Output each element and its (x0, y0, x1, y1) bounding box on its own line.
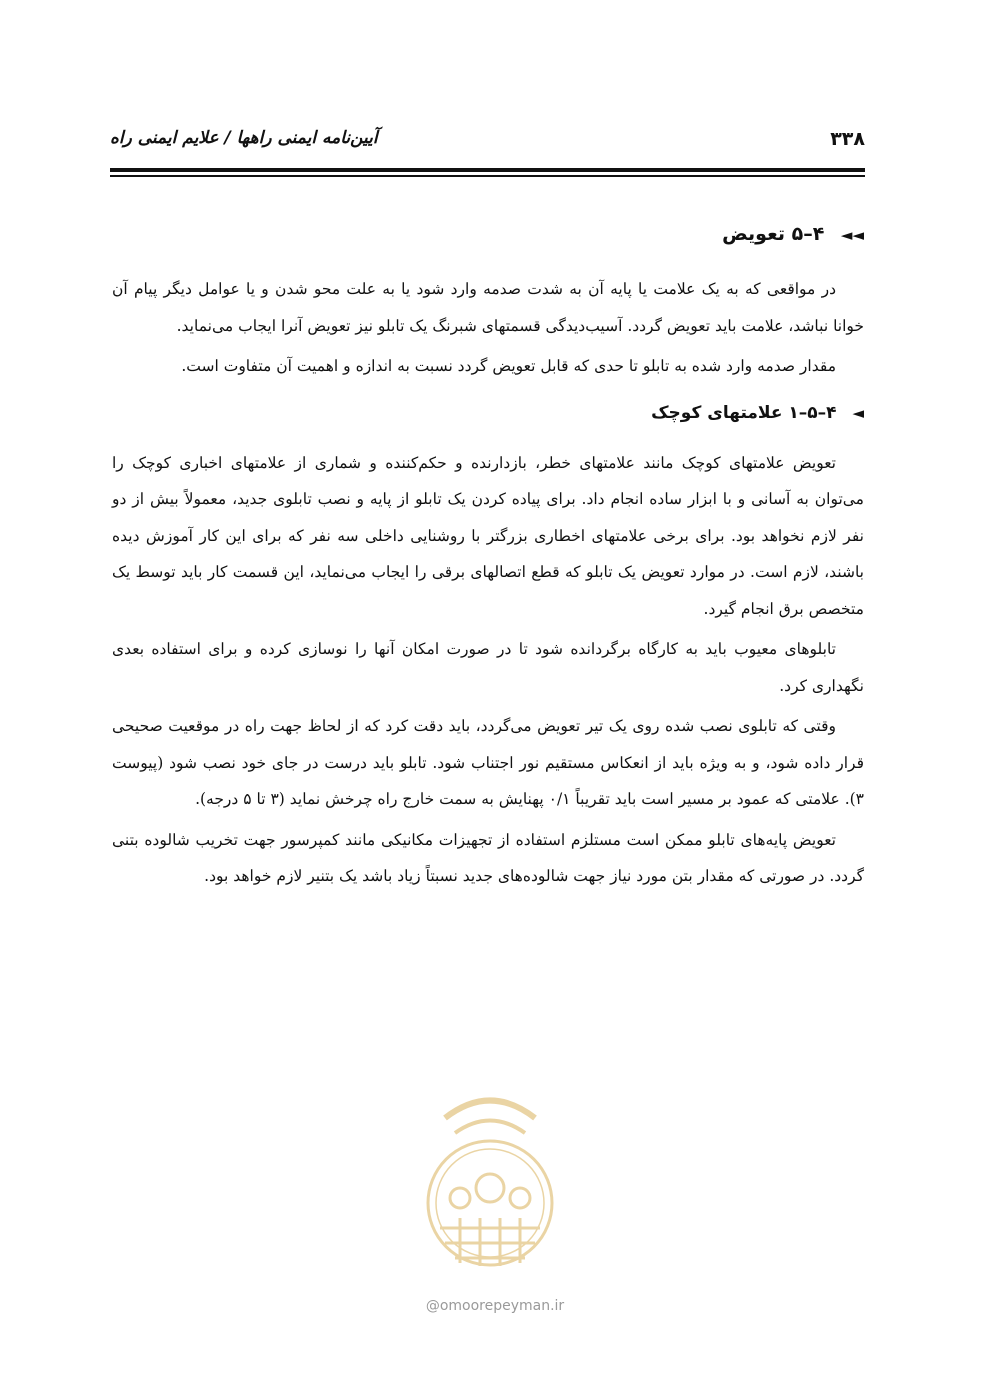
header-rule-thin (110, 175, 865, 177)
header-rule-thick (110, 168, 865, 172)
section-title: ۴–۵ تعویض (722, 223, 825, 245)
paragraph: تعویض پایه‌های تابلو ممکن است مستلزم استفاده از تجهیزات مکانیکی مانند کمپرسور جهت تخریب شالوده بتنی گردد. در صورتی که مقدار بتن مورد نیاز جهت شالوده‌های جدید نسبتاً زیاد باشد یک بتنیر لازم خواهد بود. (112, 830, 864, 885)
section-heading (112, 214, 864, 255)
paragraph: تابلوهای معیوب باید به کارگاه برگردانده شود تا در صورت امکان آنها را نوسازی کرده و برای استفاده بعدی نگهداری کرد. (112, 640, 864, 695)
watermark-logo-icon (385, 1078, 595, 1308)
page-number: ۳۳۸ (830, 128, 865, 150)
arrow-bullet-icon: ◄ (852, 403, 864, 422)
watermark-url: @omoorepeyman.ir (425, 1298, 565, 1314)
running-title: آیین‌نامه ایمنی راهها / علایم ایمنی راه (110, 128, 378, 148)
paragraph: تعویض علامتهای کوچک مانند علامتهای خطر، بازدارنده و حکم‌کننده و شماری از علامتهای اخباری کوچک را می‌توان به آسانی و با ابزار ساده انجام داد. برای پیاده کردن یک تابلو از پایه و نصب تابلوی جدید، معمولاً بیش از دو نفر لازم نخواهد بود. برای برخی علامتهای اخطاری بزرگتر با روشنایی داخلی سه نفر که برای این کار آموزش دیده باشند، لازم است. در موارد تعویض یک تابلو که قطع اتصالهای برقی را ایجاب می‌نماید، این قسمت کار باید توسط یک متخصص برق انجام گیرد. (112, 453, 864, 618)
subsection-heading (112, 395, 864, 431)
page-header (110, 124, 865, 164)
paragraph: وقتی که تابلوی نصب شده روی یک تیر تعویض می‌گردد، باید دقت کرد که از لحاظ جهت راه در موقعیت صحیحی قرار داده شود، و به ویژه باید از انعکاس مستقیم نور اجتناب شود. تابلو باید درست در جای خود نصب شود (پیوست ۳). علامتی که عمود بر مسیر است باید تقریباً ۰/۱ پهنایش به سمت خارج راه چرخش نماید (۳ تا ۵ درجه). (112, 717, 864, 808)
double-arrow-bullet-icon: ◄◄ (840, 226, 864, 244)
paragraph: مقدار صدمه وارد شده به تابلو تا حدی که قابل تعویض گردد نسبت به اندازه و اهمیت آن متفاوت است. (181, 357, 836, 375)
subsection-title: ۴–۵–۱ علامتهای کوچک (651, 402, 837, 423)
page-body (112, 214, 864, 899)
paragraph: در مواقعی که به یک علامت یا پایه آن به شدت صدمه وارد شود یا به علت محو شدن و یا عوامل دیگر پیام آن خوانا نباشد، علامت باید تعویض گردد. آسیب‌دیدگی قسمتهای شبرنگ یک تابلو نیز تعویض آنرا ایجاب می‌نماید. (112, 280, 864, 335)
